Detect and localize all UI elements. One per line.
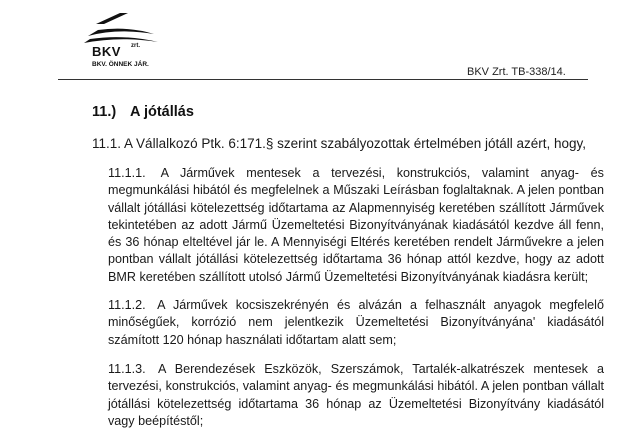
logo-brand: BKV: [92, 44, 121, 59]
document-reference: BKV Zrt. TB-338/14.: [467, 66, 566, 78]
paragraph-11-1-3: [108, 361, 604, 430]
paragraph-11-1-1: [108, 165, 604, 286]
paragraph-text: A Járművek kocsiszekrényén és alvázán a felhasznált anyagok megfelelő minőségűek, korrózió nem jelentkezik Üzemeltetési Bizonyítványána' kiadásától számított 120 hónap használati időtartam alatt sem;: [108, 298, 604, 347]
logo-tagline: BKV. ÖNNEK JÁR.: [92, 61, 149, 68]
section-number: 11.): [92, 104, 117, 120]
paragraph-number: 11.1.1.: [108, 166, 146, 180]
paragraph-number: 11.1.3.: [108, 362, 146, 376]
paragraph-number: 11.1.2.: [108, 298, 146, 312]
intro-number: 11.1.: [92, 136, 122, 151]
section-title: A jótállás: [130, 104, 194, 120]
intro-paragraph: [92, 135, 612, 152]
header-divider: [58, 79, 588, 80]
paragraph-text: A Járművek mentesek a tervezési, konstrukciós, valamint anyag- és megmunkálási hibától és megfelelnek a Műszaki Leírásban foglaltaknak. A jelen pontban vállalt jótállási kötelezettség időtartama az Alapmennyiség keretében szállított Járművek tekintetében az adott Jármű Üzemeltetési Bizonyítványának kiadásától kezdve áll fenn, és 36 hónap elteltével jár le. A Mennyiségi Eltérés keretében rendelt Járművekre a jelen pontban vállalt jótállási kötelezettség időtartama 36 hónap attól kezdve, hogy az adott BMR keretében szállított utolsó Jármű Üzemeltetési Bizonyítványának kiadásra került;: [108, 166, 604, 284]
bkv-logo: [58, 10, 168, 72]
paragraph-text: A Berendezések Eszközök, Szerszámok, Tartalék-alkatrészek mentesek a tervezési, konstrukciós, valamint anyag- és megmunkálási hibától. A jelen pontban vállalt jótállási kötelezettség időtartama 36 hónap az Üzemeltetési Bizonyítvány kiadásától vagy beépítéstől;: [108, 362, 604, 428]
paragraph-11-1-2: [108, 297, 604, 349]
intro-text: A Vállalkozó Ptk. 6:171.§ szerint szabályozottak értelmében jótáll azért, hogy,: [124, 136, 587, 151]
logo-sup: zrt.: [131, 43, 140, 49]
